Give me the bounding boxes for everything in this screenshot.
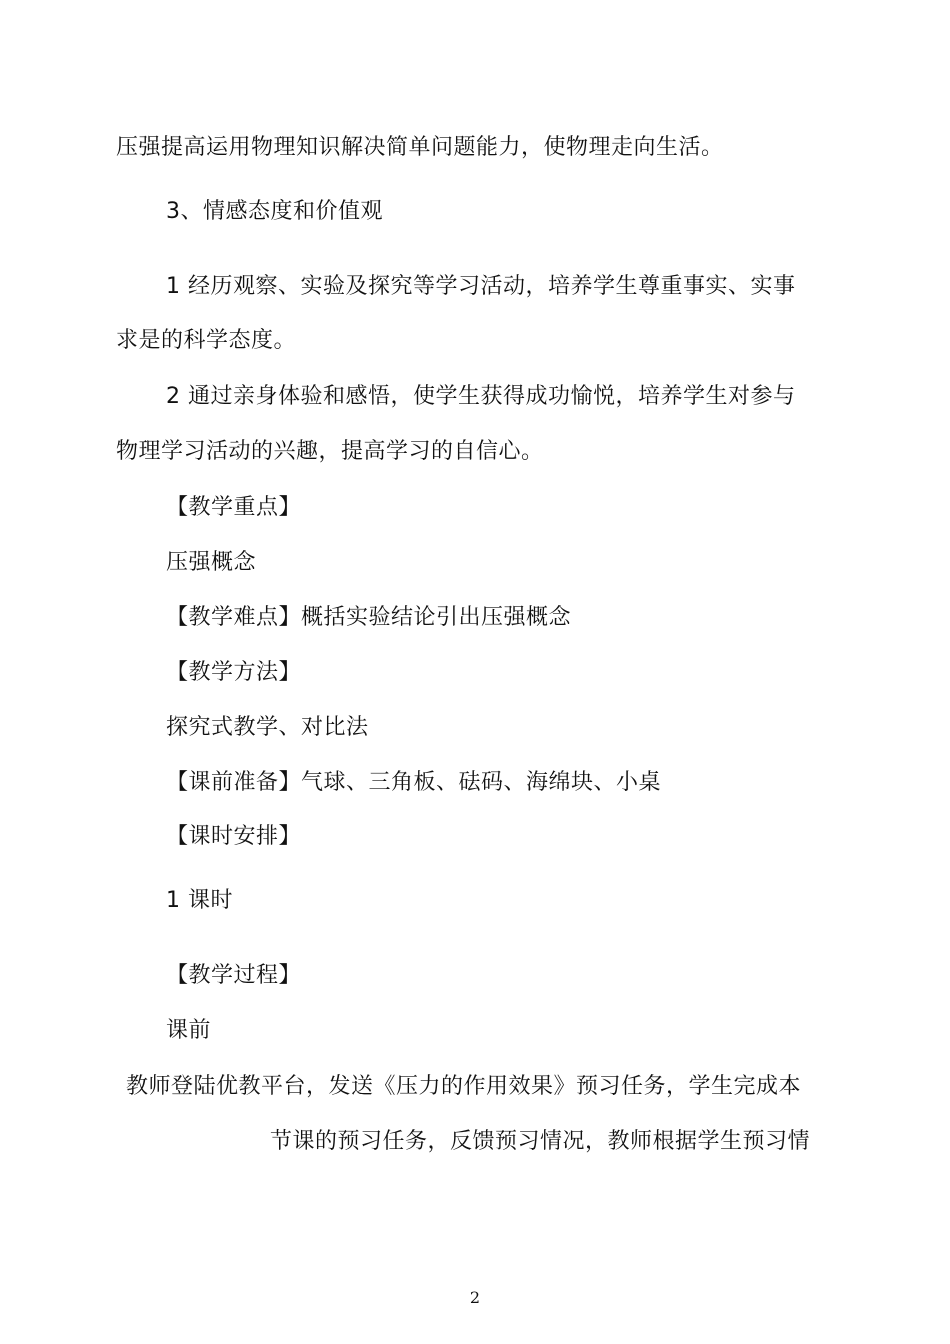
section-heading: 3、情感态度和价值观: [166, 199, 383, 224]
preparation-line: 【课前准备】气球、三角板、砝码、海绵块、小桌: [166, 770, 662, 795]
schedule-heading: 【课时安排】: [166, 824, 302, 849]
paragraph-line: 求是的科学态度。: [116, 328, 297, 353]
page-number: 2: [469, 1288, 481, 1307]
method-heading: 【教学方法】: [166, 660, 302, 685]
paragraph-line: 2 通过亲身体验和感悟，使学生获得成功愉悦，培养学生对参与: [166, 384, 796, 409]
key-points-heading: 【教学重点】: [166, 495, 302, 520]
paragraph-line: 压强提高运用物理知识解决简单问题能力，使物理走向生活。: [116, 135, 724, 160]
pre-class-label: 课前: [166, 1018, 212, 1043]
paragraph-line: 1 经历观察、实验及探究等学习活动，培养学生尊重事实、实事: [166, 274, 796, 299]
paragraph-line: 物理学习活动的兴趣，提高学习的自信心。: [116, 439, 544, 464]
process-heading: 【教学过程】: [166, 963, 302, 988]
schedule-text: 1 课时: [166, 888, 233, 913]
difficulty-line: 【教学难点】概括实验结论引出压强概念: [166, 605, 572, 630]
method-text: 探究式教学、对比法: [166, 715, 369, 740]
paragraph-line: 节课的预习任务，反馈预习情况，教师根据学生预习情: [270, 1129, 811, 1154]
paragraph-line: 教师登陆优教平台，发送《压力的作用效果》预习任务，学生完成本: [126, 1074, 802, 1099]
key-points-text: 压强概念: [166, 550, 257, 575]
